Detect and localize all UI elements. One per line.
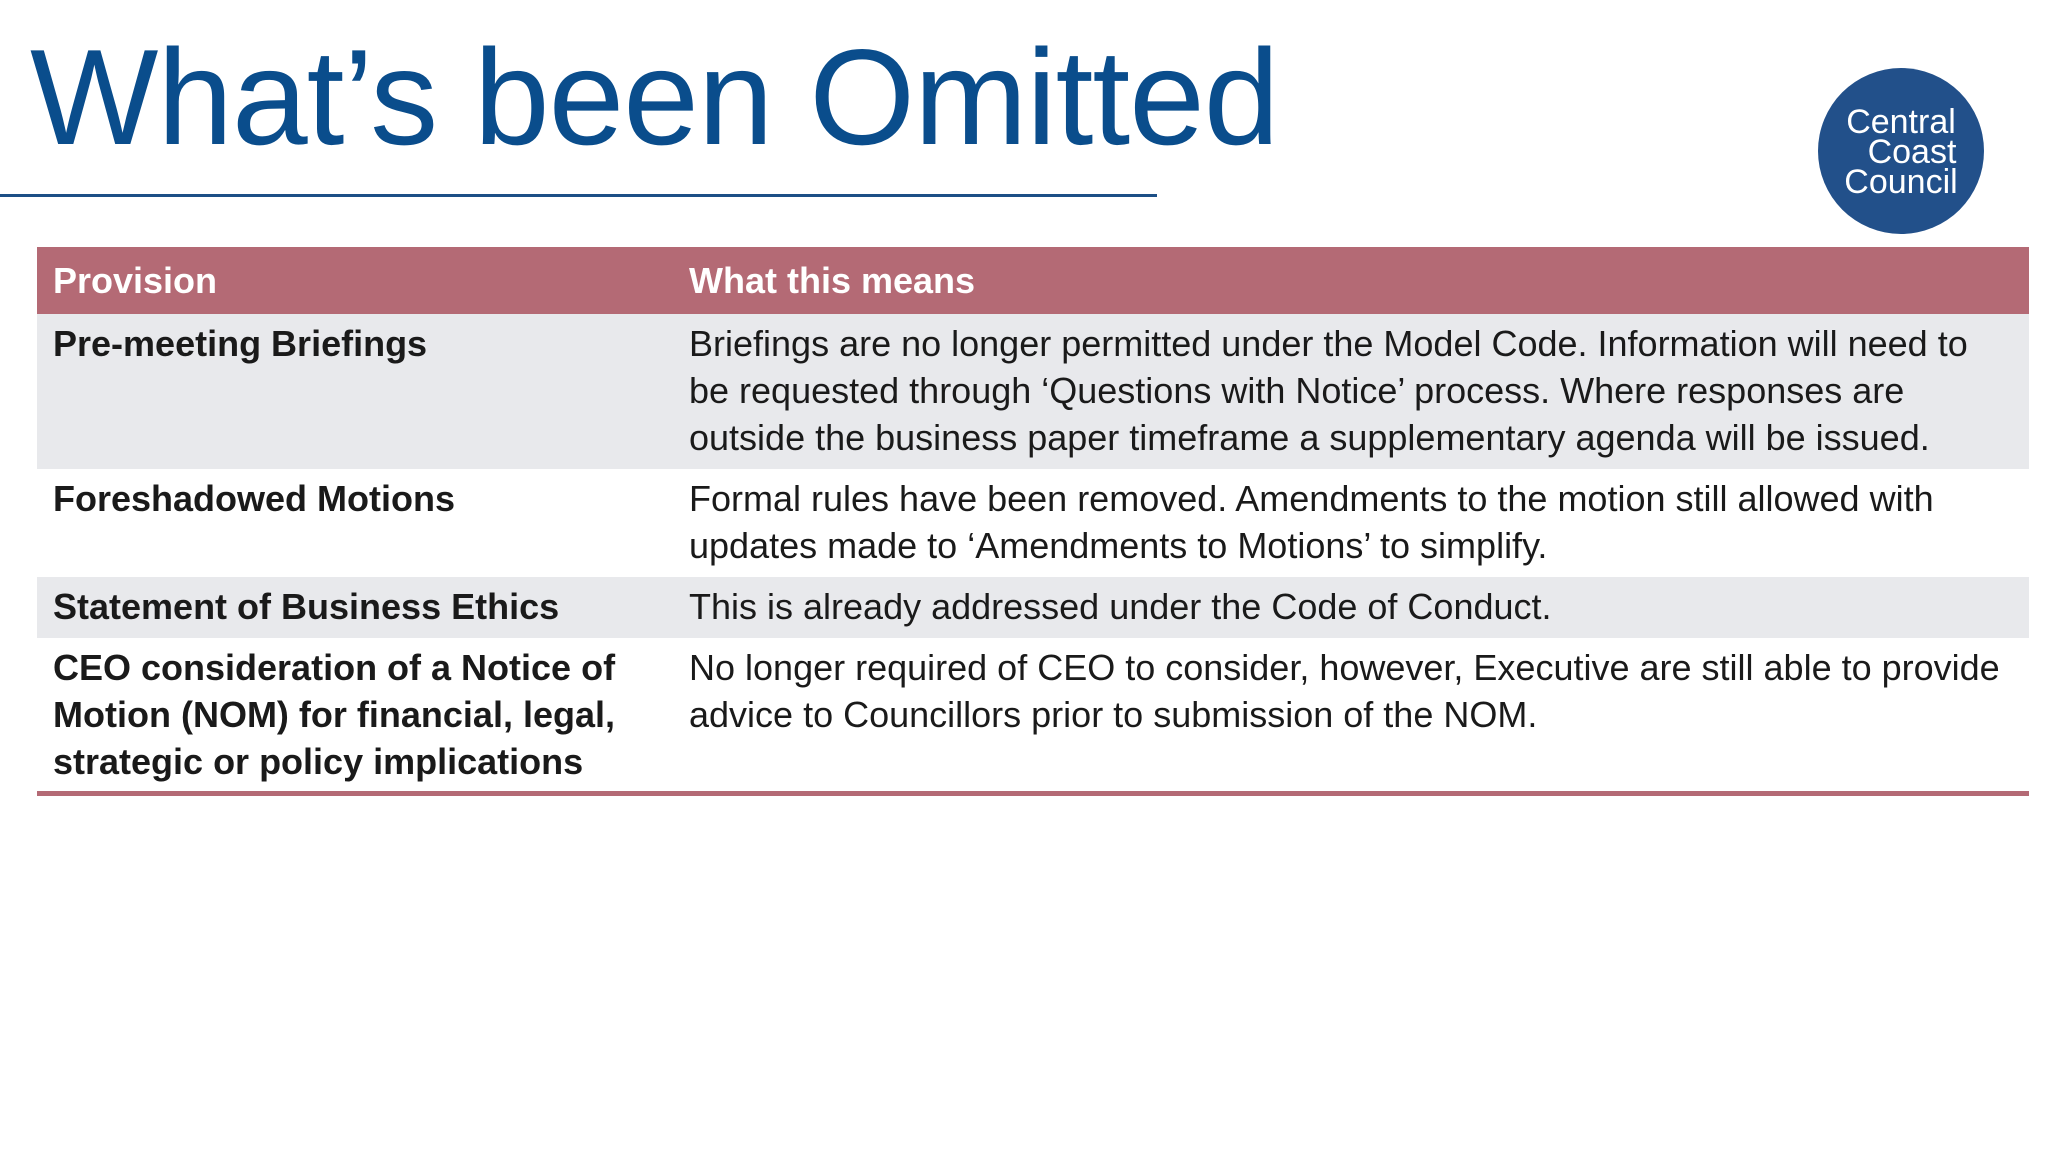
table-row bbox=[37, 638, 2029, 794]
logo-line-3: Council bbox=[1844, 163, 1958, 201]
meaning-cell: Briefings are no longer permitted under the Model Code. Information will need to be requested through ‘Questions with Notice’ process. Where responses are outside the business paper timeframe a supplementary agenda will be issued. bbox=[673, 314, 2029, 469]
provision-cell: Foreshadowed Motions bbox=[37, 469, 673, 577]
provision-cell: Pre-meeting Briefings bbox=[37, 314, 673, 469]
table-header-row bbox=[37, 247, 2029, 314]
slide-title: What’s been Omitted bbox=[30, 21, 1279, 173]
table-row bbox=[37, 469, 2029, 577]
table-row bbox=[37, 314, 2029, 469]
table-row bbox=[37, 577, 2029, 638]
council-logo bbox=[1818, 68, 1984, 234]
provision-cell: CEO consideration of a Notice of Motion (NOM) for financial, legal, strategic or policy implications bbox=[37, 638, 673, 794]
meaning-cell: This is already addressed under the Code of Conduct. bbox=[673, 577, 2029, 638]
header-provision: Provision bbox=[37, 247, 673, 314]
meaning-cell: Formal rules have been removed. Amendments to the motion still allowed with updates made to ‘Amendments to Motions’ to simplify. bbox=[673, 469, 2029, 577]
meaning-cell: No longer required of CEO to consider, however, Executive are still able to provide advice to Councillors prior to submission of the NOM. bbox=[673, 638, 2029, 794]
header-meaning: What this means bbox=[673, 247, 2029, 314]
logo-line-2: Coast bbox=[1867, 133, 1957, 171]
title-underline bbox=[0, 194, 1157, 197]
omitted-provisions-table bbox=[37, 247, 2029, 796]
logo-line-1: Central bbox=[1846, 103, 1956, 141]
provision-cell: Statement of Business Ethics bbox=[37, 577, 673, 638]
